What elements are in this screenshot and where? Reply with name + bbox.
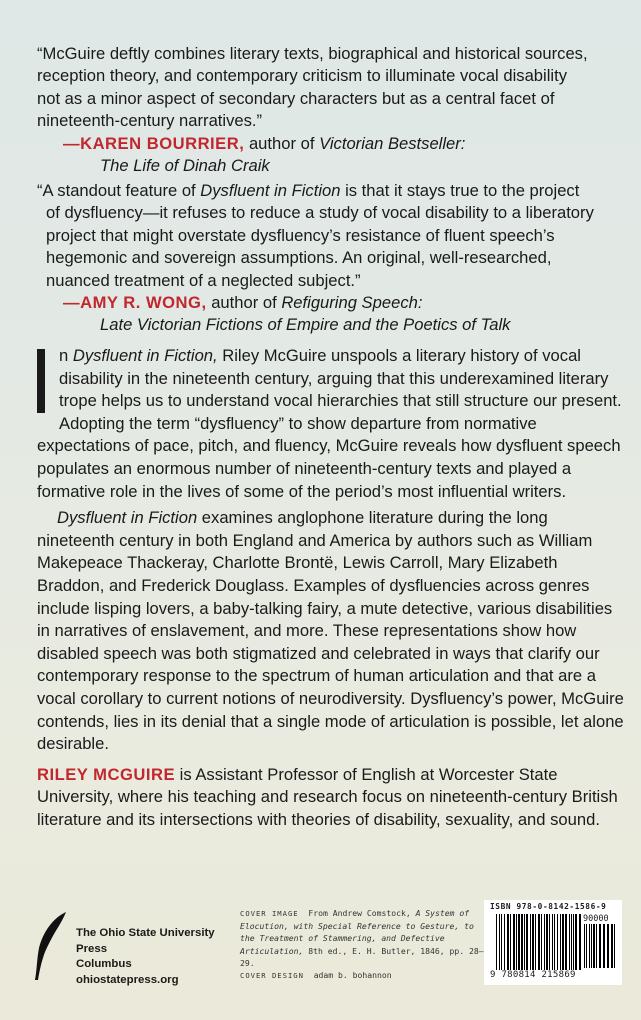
quote-1-name: —KAREN BOURRIER, bbox=[63, 133, 245, 153]
quote-2-line-1 bbox=[37, 180, 627, 202]
author-bio-text: is Assistant Professor of English at Worcester State University, where his teaching and research focus on nineteenth-century British literature and its intersections with theories of disability, sexuality, and sound. bbox=[37, 764, 618, 829]
cover-credits bbox=[240, 907, 490, 982]
quote-1-book-title-2: The Life of Dinah Craik bbox=[100, 156, 270, 176]
quote-1-book-title-1: Victorian Bestseller: bbox=[319, 133, 466, 153]
price-code: 90000 bbox=[583, 914, 609, 924]
quote-2-first-pre: “A standout feature of bbox=[37, 181, 201, 200]
description-p1-rest: Riley McGuire unspools a literary history of vocal disability in the nineteenth century, arguing that this underexamined literary trope helps us to understand vocal hierarchies that still structure our present. Adopting the term “dysfluency” to show departure from normative expectations of pace, pitch, and fluency, McGuire reveals how dysfluent speech populates an enormous number of nineteenth-century texts and played a formative role in the lives of some of the period’s most influential writers. bbox=[37, 346, 622, 501]
quote-1-line-3: not as a minor aspect of secondary characters but as a central facet of bbox=[37, 88, 555, 108]
quote-2-attribution bbox=[63, 292, 627, 337]
cover-image-text-pre: From Andrew Comstock, bbox=[308, 908, 416, 918]
quote-1-line-4: nineteenth-century narratives.” bbox=[37, 111, 263, 131]
author-bio bbox=[37, 764, 627, 832]
drop-cap-I bbox=[37, 349, 45, 413]
quote-2-line-5: nuanced treatment of a neglected subject.” bbox=[46, 270, 361, 290]
quote-2-book-title-2: Late Victorian Fictions of Empire and the Poetics of Talk bbox=[100, 315, 511, 335]
quote-2-role: author of bbox=[211, 293, 277, 313]
quill-logo-icon bbox=[33, 910, 69, 982]
quote-2-first-title: Dysfluent in Fiction bbox=[200, 181, 341, 200]
quote-1-attribution bbox=[63, 133, 627, 178]
press-name: The Ohio State University Press bbox=[76, 927, 215, 955]
isbn-barcode bbox=[484, 900, 622, 985]
quote-2-line-3: project that might overstate dysfluency’s resistance of fluent speech’s bbox=[46, 225, 555, 245]
description-paragraph-1 bbox=[37, 345, 627, 503]
blurb-quote-2 bbox=[37, 180, 627, 337]
cover-design-credit bbox=[240, 969, 490, 982]
isbn-number: ISBN 978-0-8142-1586-9 bbox=[490, 902, 607, 911]
description-paragraph-2 bbox=[37, 507, 627, 756]
press-city: Columbus bbox=[76, 958, 132, 970]
quote-1-line-2: reception theory, and contemporary criticism to illuminate vocal disability bbox=[37, 66, 567, 86]
blurb-quote-1 bbox=[37, 43, 627, 177]
description bbox=[37, 345, 627, 831]
quote-2-first-post: is that it stays true to the project bbox=[340, 181, 580, 200]
cover-image-text-post: 8th ed., E. H. Butler, 1846, pp. 28–29. bbox=[240, 945, 484, 968]
cover-image-title: A System of Elocution, with Special Reference to Gesture, to the Treatment of Stammering, and Defective Articulation, bbox=[240, 908, 474, 956]
description-p1-first: n bbox=[59, 346, 73, 365]
quote-2-line-4: hegemonic and sovereign assumptions. An original, well-researched, bbox=[46, 248, 552, 268]
press-block bbox=[33, 908, 233, 986]
cover-image-credit bbox=[240, 907, 490, 969]
press-url: ohiostatepress.org bbox=[76, 973, 179, 986]
barcode-digits: 9 780814 215869 bbox=[490, 970, 576, 980]
quote-2-line-2-text: of dysfluency—it refuses to reduce a study of vocal disability to a liberatory bbox=[46, 203, 594, 223]
press-text bbox=[76, 926, 233, 988]
description-p1-title: Dysfluent in Fiction, bbox=[72, 346, 218, 365]
description-p2-title: Dysfluent in Fiction bbox=[57, 508, 198, 528]
cover-design-name: adam b. bohannon bbox=[313, 970, 392, 981]
description-p2-rest: examines anglophone literature during the long nineteenth century in both England and America by authors such as William Makepeace Thackeray, Charlotte Brontë, Lewis Carroll, Mary Elizabeth Braddon, and Frederick Douglass. Examples of dysfluencies across genres include lisping lovers, a baby-talking fairy, a mute detective, various disabilities in narratives of enslavement, and more. These representations show how disabled speech was both stigmatized and celebrated in ways that clarify our contemporary response to the spectrum of human articulation and that are a vocal corollary to current notions of neurodiversity. Dysfluency’s power, McGuire contends, lies in its denial that a single mode of articulation is possible, let alone desirable. bbox=[37, 508, 624, 754]
cover-image-label: COVER IMAGE bbox=[240, 909, 299, 918]
quote-2-name: —AMY R. WONG, bbox=[63, 293, 207, 313]
author-bio-name: RILEY MCGUIRE bbox=[37, 764, 176, 784]
quote-1-line-1: “McGuire deftly combines literary texts, biographical and historical sources, bbox=[37, 44, 588, 63]
quote-2-book-title-1: Refiguring Speech: bbox=[281, 293, 423, 313]
cover-design-label: COVER DESIGN bbox=[240, 971, 304, 981]
quote-2-line-2 bbox=[37, 202, 627, 224]
quote-1-role: author of bbox=[248, 133, 315, 153]
